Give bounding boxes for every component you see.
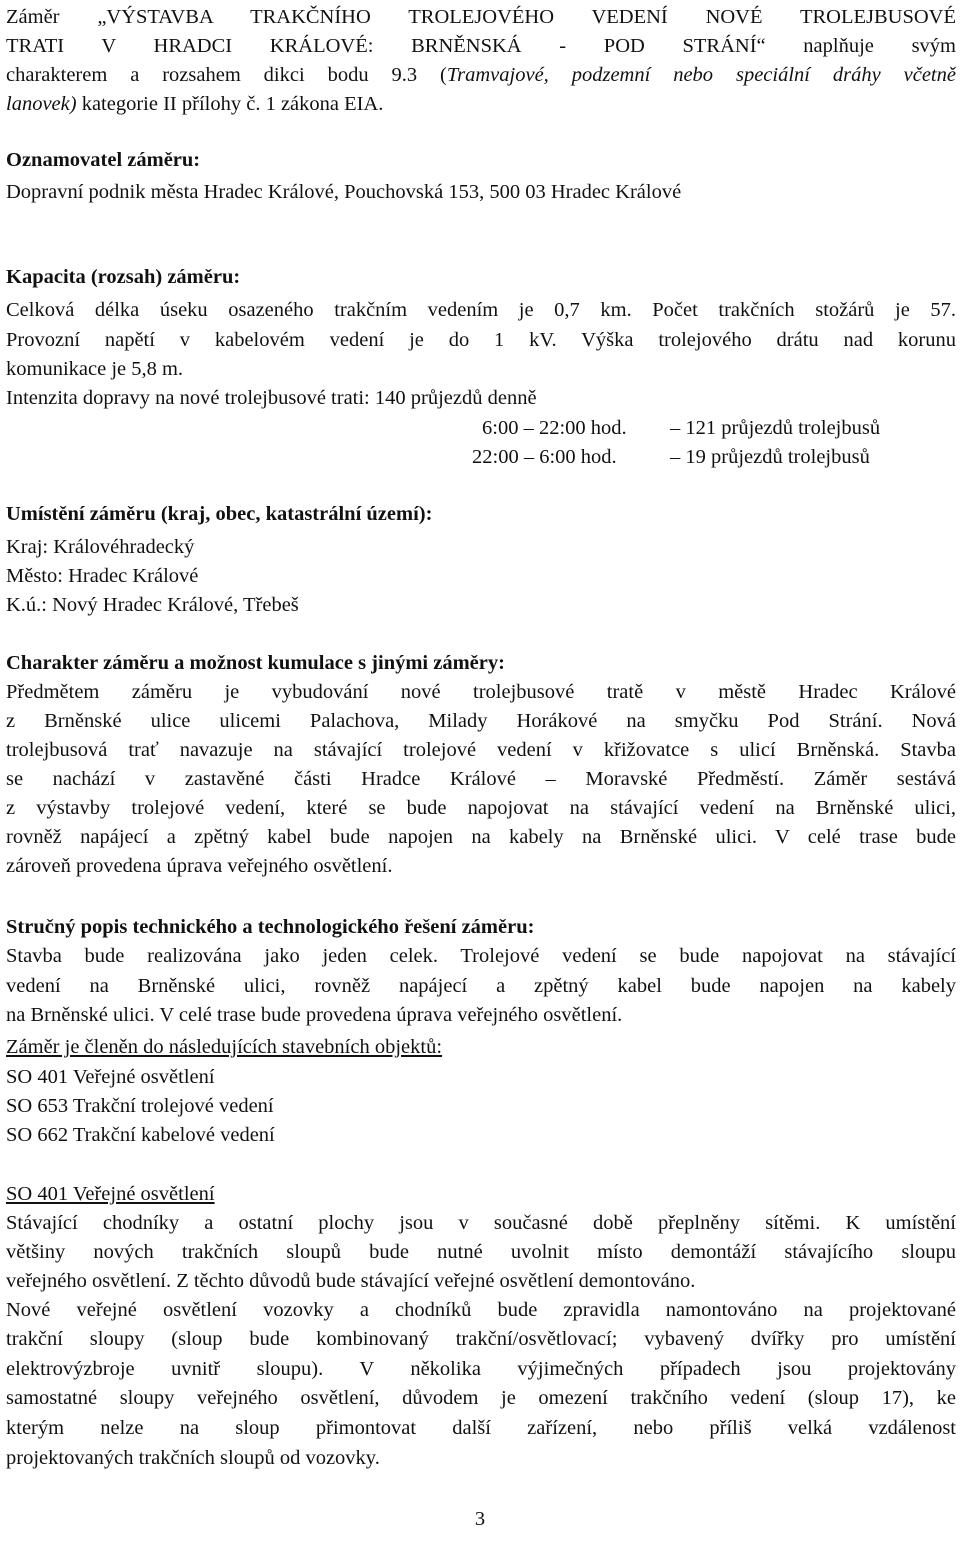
intro-text: charakterem a rozsahem dikci bodu 9.3 (	[6, 64, 447, 86]
intro-text: kategorie II přílohy č. 1 zákona EIA.	[76, 93, 384, 115]
so401-line: veřejného osvětlení. Z těchto důvodů bude stávající veřejné osvětlení demontováno.	[6, 1270, 696, 1292]
so401-line: kterým nelze na sloup přimontovat další zařízení, nebo příliš velká vzdálenost	[6, 1417, 956, 1439]
kapacita-line: Provozní napětí v kabelovém vedení je do 1 kV. Výška trolejového drátu nad korunu	[6, 329, 956, 351]
page-number: 3	[474, 1508, 486, 1530]
object-item: SO 401 Veřejné osvětlení	[6, 1066, 215, 1088]
so401-line: projektovaných trakčních sloupů od vozovky.	[6, 1447, 380, 1469]
so401-line: většiny nových trakčních sloupů bude nutné uvolnit místo demontáží stávajícího sloupu	[6, 1241, 956, 1263]
object-item: SO 662 Trakční kabelové vedení	[6, 1124, 275, 1146]
charakter-line: z Brněnské ulice ulicemi Palachova, Milady Horákové na smyčku Pod Strání. Nová	[6, 710, 956, 732]
objects-heading: Záměr je členěn do následujících stavebních objektů:	[6, 1036, 443, 1058]
intro-line	[6, 61, 956, 90]
intro-line	[6, 90, 383, 119]
charakter-line: z výstavby trolejové vedení, které se bude napojovat na stávající vedení na Brněnské ulici,	[6, 797, 956, 819]
umisteni-line: Kraj: Královéhradecký	[6, 536, 195, 558]
charakter-line: trolejbusová trať navazuje na stávající trolejové vedení v křižovatce s ulicí Brněnská. Stavba	[6, 739, 956, 761]
section-heading-popis: Stručný popis technického a technologického řešení záměru:	[6, 916, 535, 938]
schedule-time: 6:00 – 22:00 hod.	[482, 417, 627, 439]
intro-line: Záměr „VÝSTAVBA TRAKČNÍHO TROLEJOVÉHO VEDENÍ NOVÉ TROLEJBUSOVÉ	[6, 6, 956, 28]
popis-line: Stavba bude realizována jako jeden celek. Trolejové vedení se bude napojovat na stávající	[6, 945, 956, 967]
popis-line: vedení na Brněnské ulici, rovněž napájecí a zpětný kabel bude napojen na kabely	[6, 975, 956, 997]
popis-line: na Brněnské ulici. V celé trase bude provedena úprava veřejného osvětlení.	[6, 1004, 623, 1026]
object-item: SO 653 Trakční trolejové vedení	[6, 1095, 274, 1117]
oznamovatel-text: Dopravní podnik města Hradec Králové, Pouchovská 153, 500 03 Hradec Králové	[6, 181, 682, 203]
schedule-count: – 19 průjezdů trolejbusů	[670, 446, 870, 468]
so401-line: Nové veřejné osvětlení vozovky a chodníků bude zpravidla namontováno na projektované	[6, 1299, 956, 1321]
intro-line: TRATI V HRADCI KRÁLOVÉ: BRNĚNSKÁ - POD STRÁNÍ“ naplňuje svým	[6, 35, 956, 57]
charakter-line: Předmětem záměru je vybudování nové trolejbusové tratě v městě Hradec Králové	[6, 681, 956, 703]
charakter-line: se nachází v zastavěné části Hradce Králové – Moravské Předměstí. Záměr sestává	[6, 768, 956, 790]
charakter-line: zároveň provedena úprava veřejného osvětlení.	[6, 855, 393, 877]
so401-line: trakční sloupy (sloup bude kombinovaný trakční/osvětlovací; vybavený dvířky pro umístění	[6, 1328, 956, 1350]
schedule-count: – 121 průjezdů trolejbusů	[670, 417, 881, 439]
charakter-line: rovněž napájecí a zpětný kabel bude napojen na kabely na Brněnské ulici. V celé trase bude	[6, 826, 956, 848]
section-heading-oznamovatel: Oznamovatel záměru:	[6, 149, 201, 171]
intro-italic: lanovek)	[6, 93, 77, 115]
so401-line: Stávající chodníky a ostatní plochy jsou v současné době přeplněny sítěmi. K umístění	[6, 1212, 956, 1234]
kapacita-line: Celková délka úseku osazeného trakčním vedením je 0,7 km. Počet trakčních stožárů je 57.	[6, 299, 956, 321]
so401-line: samostatné sloupy veřejného osvětlení, důvodem je omezení trakčního vedení (sloup 17), ke	[6, 1387, 956, 1409]
section-heading-kapacita: Kapacita (rozsah) záměru:	[6, 266, 241, 288]
so401-line: elektrovýzbroje uvnitř sloupu). V několika výjimečných případech jsou projektovány	[6, 1358, 956, 1380]
schedule-time: 22:00 – 6:00 hod.	[472, 446, 617, 468]
section-heading-charakter: Charakter záměru a možnost kumulace s jinými záměry:	[6, 652, 505, 674]
kapacita-line: komunikace je 5,8 m.	[6, 358, 184, 380]
intro-italic: Tramvajové, podzemní nebo speciální dráhy včetně	[446, 64, 956, 86]
kapacita-line: Intenzita dopravy na nové trolejbusové trati: 140 průjezdů denně	[6, 387, 537, 409]
umisteni-line: K.ú.: Nový Hradec Králové, Třebeš	[6, 594, 299, 616]
umisteni-line: Město: Hradec Králové	[6, 565, 199, 587]
section-heading-so401: SO 401 Veřejné osvětlení	[6, 1183, 215, 1205]
section-heading-umisteni: Umístění záměru (kraj, obec, katastrální území):	[6, 503, 433, 525]
